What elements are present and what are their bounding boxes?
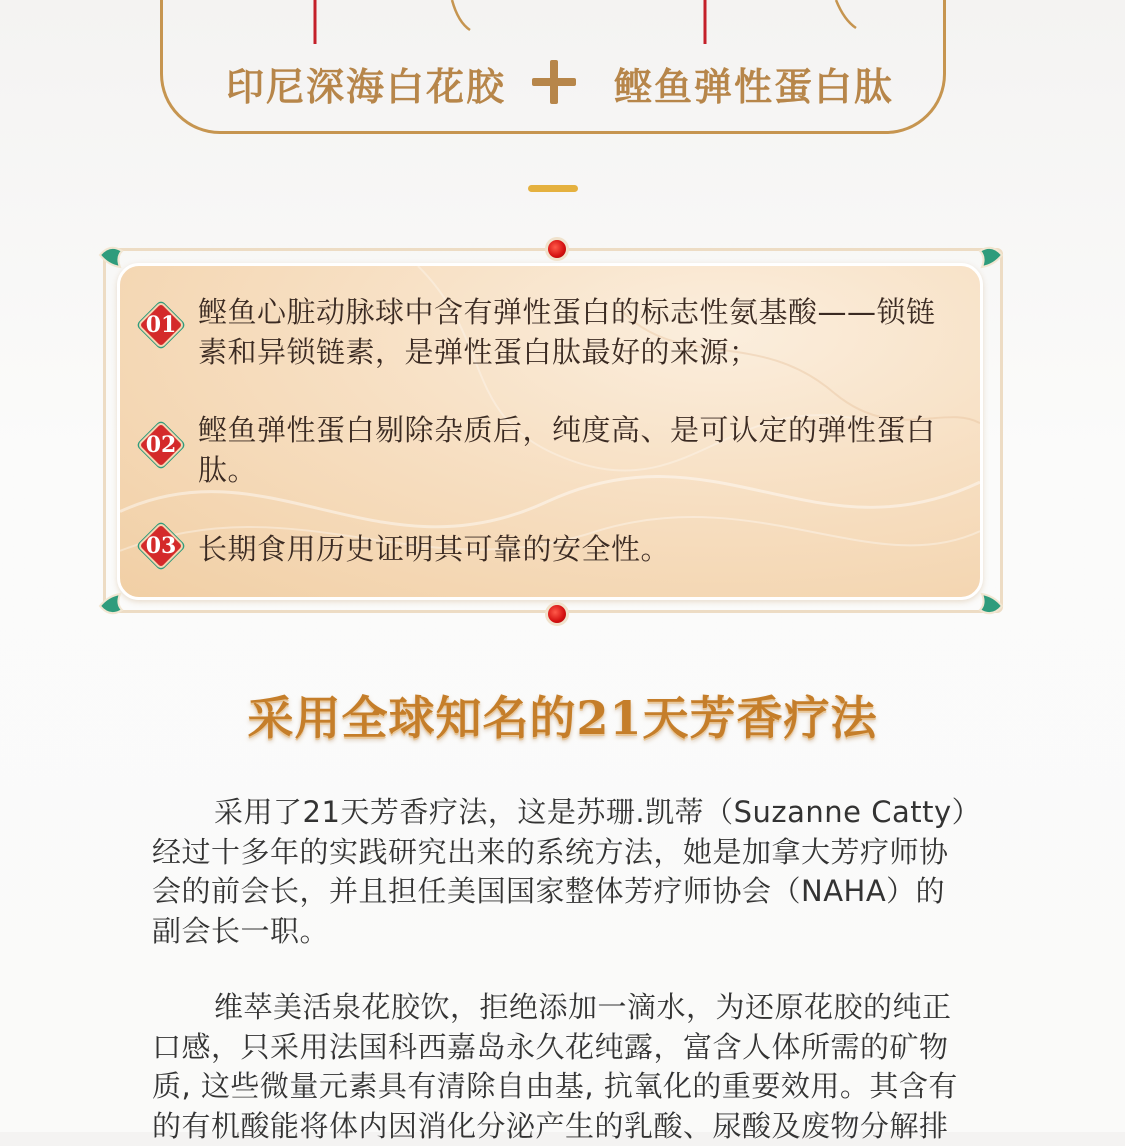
corner-ornament-icon	[96, 592, 124, 620]
body-paragraph: 维萃美活泉花胶饮，拒绝添加一滴水，为还原花胶的纯正口感，只采用法国科西嘉岛永久花纯露，富含人体所需的矿物质, 这些微量元素具有清除自由基, 抗氧化的重要效用。其含有的有机酸能将体内因消化分泌产生的乳酸、尿酸及废物分解排	[152, 990, 958, 1143]
plus-icon	[532, 60, 576, 104]
corner-ornament-icon	[978, 592, 1006, 620]
ingredient-right: 鲣鱼弹性蛋白肽	[614, 65, 895, 109]
benefit-point-text: 鲣鱼弹性蛋白剔除杂质后，纯度高、是可认定的弹性蛋白肽。	[198, 413, 936, 487]
number-badge-label: 01	[145, 312, 177, 338]
benefit-point-text: 鲣鱼心脏动脉球中含有弹性蛋白的标志性氨基酸——锁链素和异锁链素，是弹性蛋白肽最好的来源；	[198, 295, 936, 369]
number-badge-label-wrap	[134, 418, 188, 472]
top-decoration	[0, 0, 1125, 60]
red-gem-icon	[545, 602, 569, 626]
number-badge-label-wrap	[134, 519, 188, 573]
ingredient-left: 印尼深海白花胶	[226, 65, 507, 109]
number-badge-label: 03	[145, 533, 177, 559]
section-divider	[528, 185, 578, 192]
section-title: 采用全球知名的21天芳香疗法	[247, 691, 878, 745]
body-paragraph: 采用了21天芳香疗法，这是苏珊.凯蒂（Suzanne Catty）经过十多年的实践研究出来的系统方法，她是加拿大芳疗师协会的前会长，并且担任美国国家整体芳疗师协会（NAHA）的副会长一职。	[152, 795, 967, 948]
number-badge-label: 02	[145, 432, 177, 458]
corner-ornament-icon	[96, 241, 124, 269]
red-gem-icon	[545, 237, 569, 261]
number-badge-label-wrap	[134, 298, 188, 352]
corner-ornament-icon	[978, 241, 1006, 269]
benefit-point-text: 长期食用历史证明其可靠的安全性。	[198, 532, 671, 566]
